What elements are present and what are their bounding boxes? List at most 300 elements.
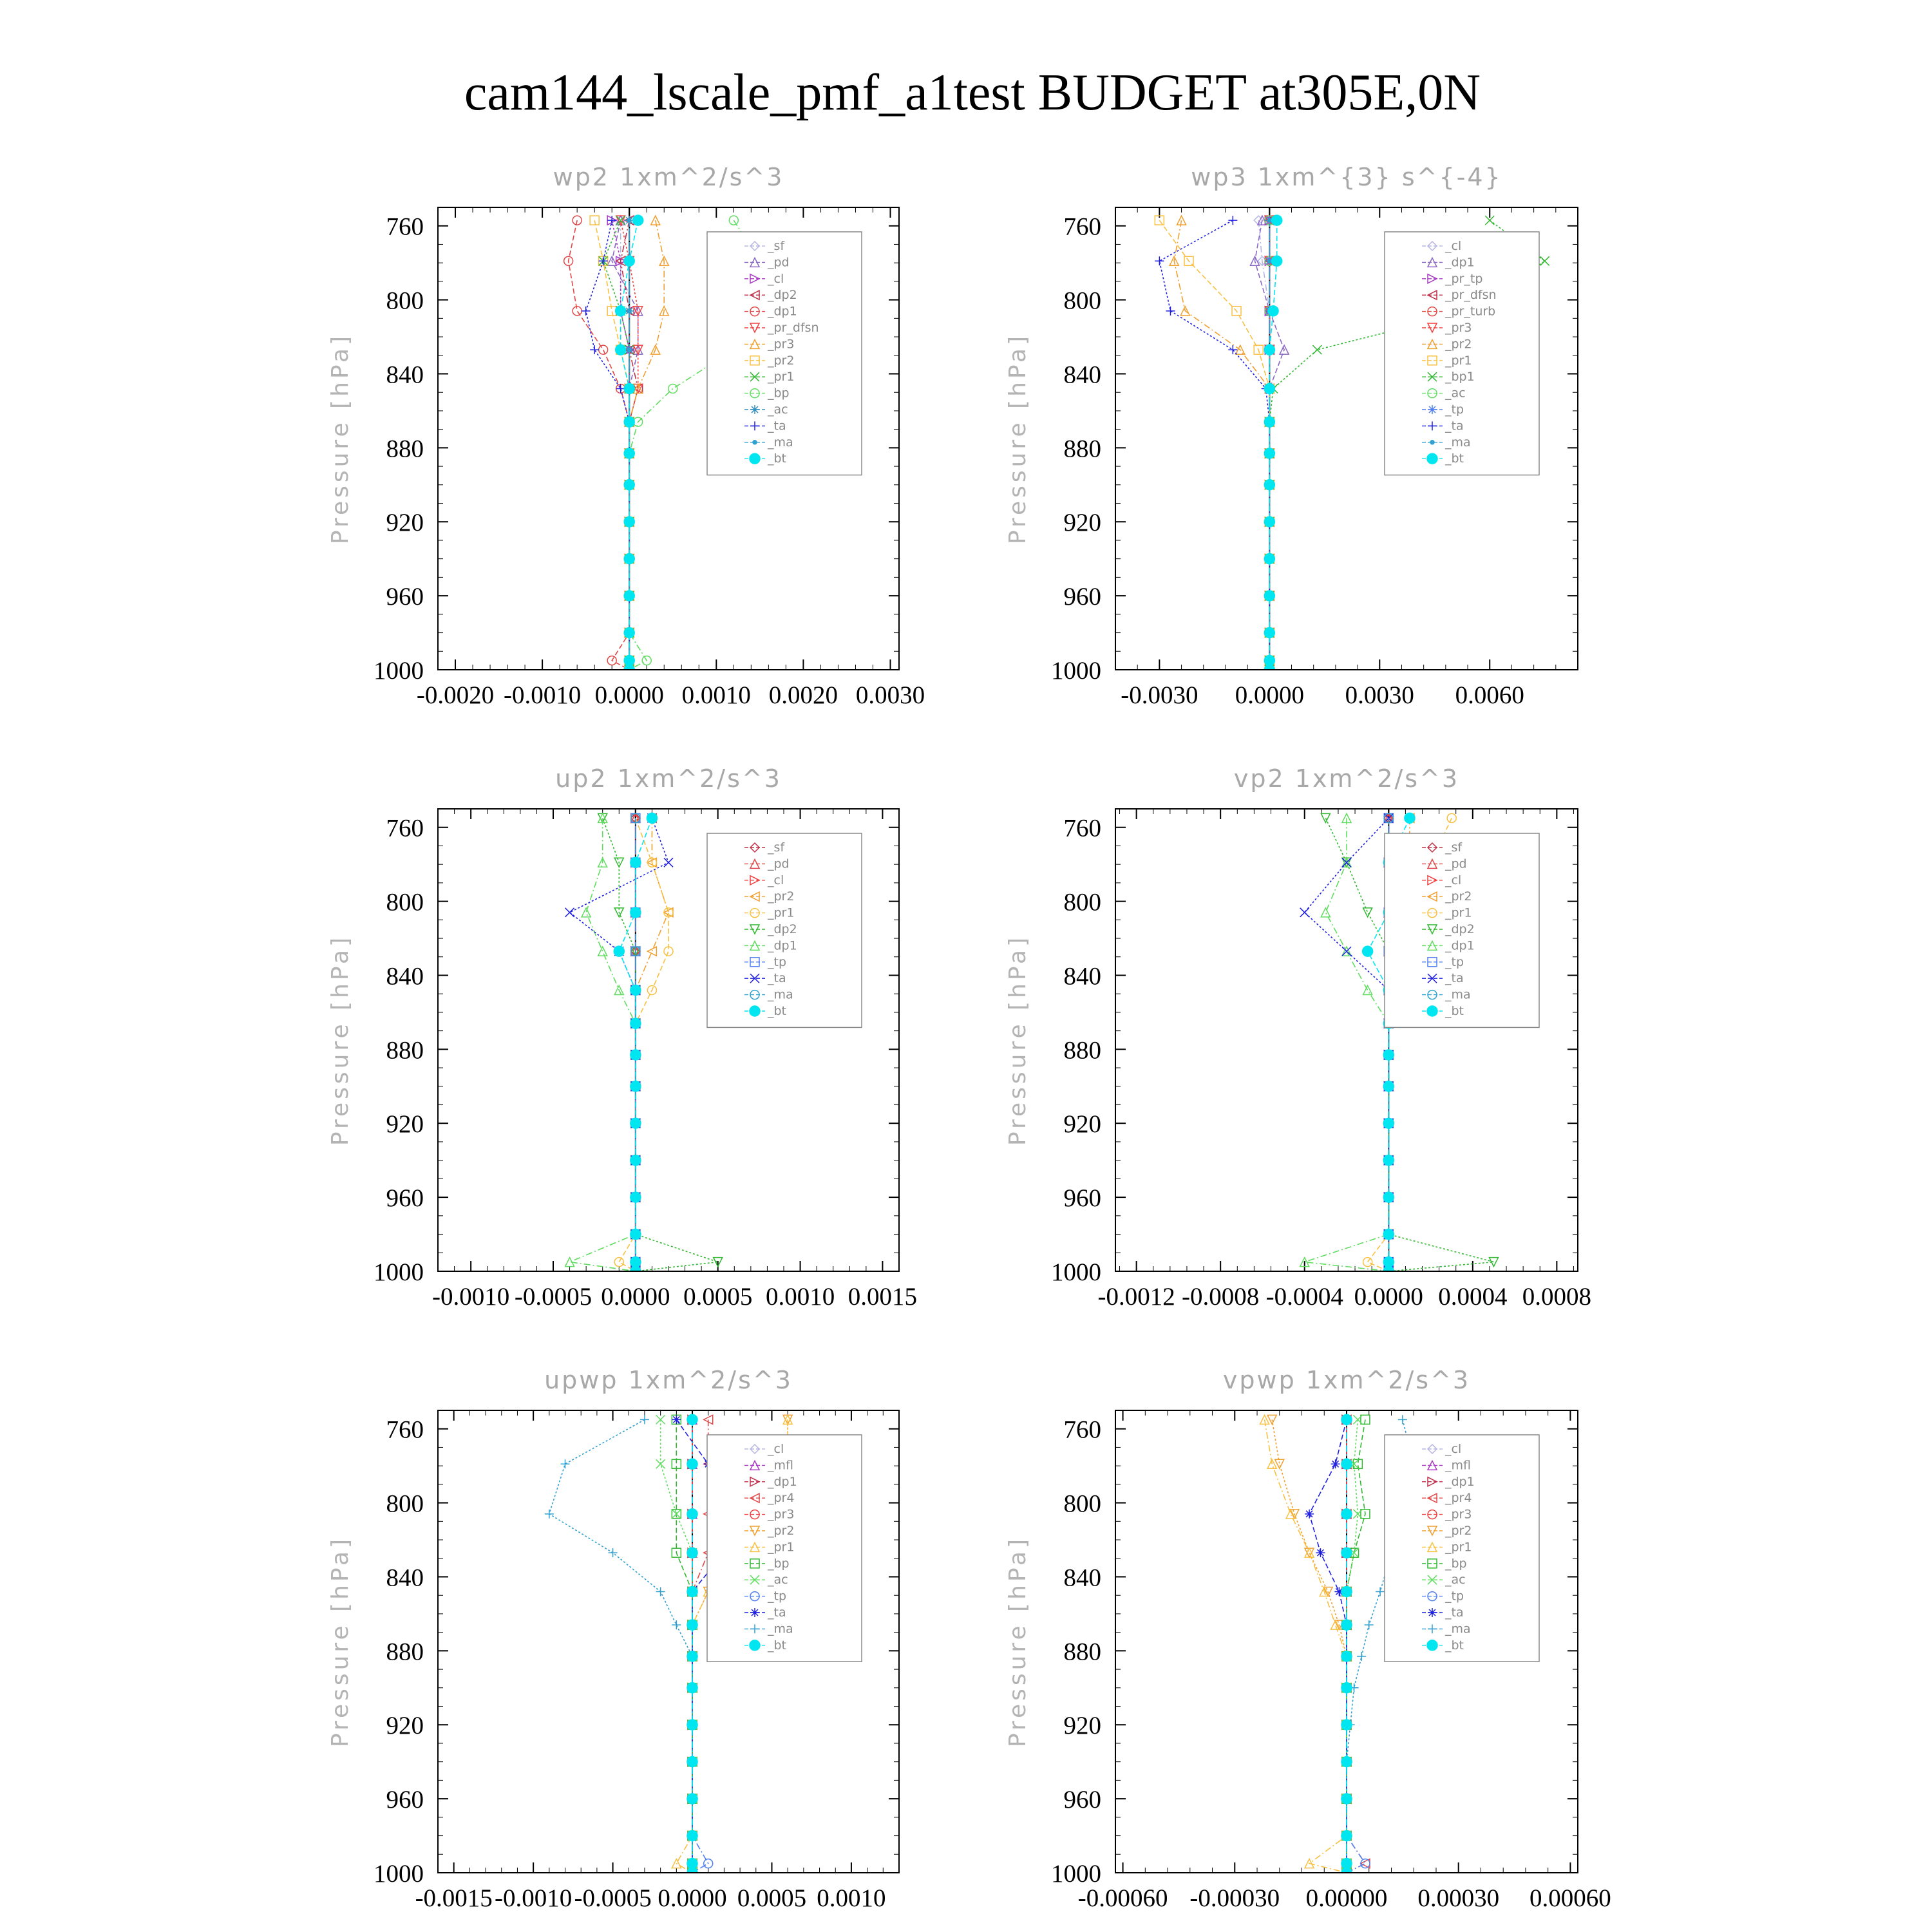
- data-point: [1383, 1081, 1394, 1092]
- y-axis-title: Pressure [hPa]: [327, 934, 354, 1146]
- y-tick-label: 800: [1063, 1490, 1101, 1518]
- x-tick-label: 0.0030: [1345, 681, 1414, 709]
- legend-label: _bt: [768, 451, 787, 466]
- data-point: [1383, 1118, 1394, 1128]
- data-point: [672, 1415, 681, 1424]
- x-tick-label: -0.0010: [503, 681, 582, 709]
- data-point: [624, 628, 634, 638]
- data-point: [616, 345, 626, 355]
- legend-label: _dp1: [768, 304, 797, 319]
- x-tick-label: -0.0005: [574, 1884, 652, 1912]
- data-point: [624, 480, 634, 490]
- data-point: [687, 1831, 697, 1841]
- legend-label: _bt: [1445, 1004, 1464, 1018]
- data-point: [687, 1719, 697, 1730]
- data-point: [1341, 1683, 1352, 1693]
- legend-label: _ta: [768, 1605, 786, 1620]
- data-point: [1305, 1510, 1314, 1519]
- x-tick-label: 0.0010: [817, 1884, 886, 1912]
- data-point: [687, 1757, 697, 1767]
- legend-label: _bp1: [1445, 370, 1475, 384]
- data-point: [1365, 1620, 1374, 1629]
- x-tick-label: -0.0020: [416, 681, 495, 709]
- data-point: [1341, 1757, 1352, 1767]
- data-point: [1331, 1459, 1340, 1468]
- x-tick-label: -0.0012: [1097, 1283, 1175, 1311]
- data-point: [1341, 1620, 1352, 1630]
- legend-label: _pr1: [1445, 905, 1472, 920]
- panel-4: [1005, 764, 1591, 1311]
- legend-label: _dp2: [768, 288, 797, 303]
- legend-label: _cl: [1445, 239, 1462, 253]
- data-point: [630, 1155, 641, 1166]
- legend-label: _pr1: [768, 1540, 795, 1555]
- legend-label: _pr2: [768, 1524, 795, 1538]
- data-point: [1166, 307, 1175, 316]
- legend-marker: [1428, 1608, 1437, 1617]
- legend-label: _ta: [768, 971, 786, 986]
- legend-marker: [750, 1608, 759, 1617]
- data-point: [1341, 1859, 1352, 1869]
- y-tick-label: 840: [386, 361, 424, 389]
- x-tick-label: -0.0010: [432, 1283, 510, 1311]
- legend-label: _cl: [768, 1442, 784, 1456]
- data-point: [1405, 813, 1415, 823]
- data-point: [1361, 1859, 1370, 1868]
- data-point: [1300, 908, 1309, 917]
- data-point: [624, 554, 634, 564]
- data-point: [1228, 216, 1237, 225]
- data-point: [1264, 554, 1274, 564]
- y-tick-label: 800: [386, 1490, 424, 1518]
- data-point: [1264, 448, 1274, 459]
- x-tick-label: -0.0015: [415, 1884, 493, 1912]
- legend-marker: [753, 440, 757, 444]
- y-tick-label: 920: [386, 1712, 424, 1740]
- y-tick-label: 920: [386, 509, 424, 537]
- data-point: [627, 309, 631, 313]
- legend-label: _dp2: [768, 922, 797, 936]
- x-tick-label: 0.0030: [855, 681, 925, 709]
- data-point: [687, 1683, 697, 1693]
- legend-label: _ma: [1445, 435, 1471, 450]
- data-point: [598, 947, 607, 956]
- data-point: [687, 1459, 697, 1469]
- legend-marker: [750, 405, 759, 414]
- data-point: [647, 947, 656, 956]
- legend-label: _tp: [1445, 954, 1464, 969]
- y-tick-label: 760: [1063, 1416, 1101, 1444]
- data-point: [1272, 215, 1282, 225]
- y-tick-label: 800: [1063, 287, 1101, 315]
- data-point: [1264, 628, 1274, 638]
- legend-label: _pd: [1445, 857, 1467, 871]
- series-line-bp: [676, 1419, 692, 1873]
- legend: [1385, 1435, 1539, 1662]
- x-tick-label: -0.0005: [514, 1283, 592, 1311]
- data-point: [1272, 256, 1282, 266]
- series-line-pr3: [629, 220, 664, 670]
- data-point: [1341, 1794, 1352, 1804]
- legend-marker: [750, 453, 760, 464]
- y-tick-label: 800: [386, 888, 424, 916]
- x-tick-label: -0.00030: [1189, 1884, 1280, 1912]
- x-tick-label: 0.0000: [1354, 1283, 1423, 1311]
- data-point: [687, 1620, 697, 1630]
- data-point: [672, 1620, 681, 1629]
- data-point: [1321, 908, 1330, 917]
- data-point: [630, 1050, 641, 1060]
- x-tick-label: 0.0000: [658, 1884, 727, 1912]
- data-point: [1383, 1257, 1394, 1267]
- legend-label: _ma: [768, 1622, 793, 1636]
- legend-label: _tp: [1445, 1589, 1464, 1604]
- legend-label: _ma: [768, 987, 793, 1002]
- legend-label: _sf: [768, 239, 785, 253]
- y-tick-label: 800: [386, 287, 424, 315]
- data-point: [1383, 1155, 1394, 1166]
- data-point: [1383, 1192, 1394, 1202]
- series-line-ta: [1309, 1419, 1347, 1873]
- y-tick-label: 960: [386, 1184, 424, 1213]
- data-point: [1264, 591, 1274, 601]
- legend-label: _tp: [768, 954, 787, 969]
- data-point: [627, 218, 631, 222]
- data-point: [687, 1586, 697, 1596]
- data-point: [664, 858, 673, 867]
- x-tick-label: 0.0005: [737, 1884, 807, 1912]
- panel-title: upwp 1xm^2/s^3: [544, 1366, 793, 1394]
- y-tick-label: 880: [1063, 1638, 1101, 1666]
- data-point: [1305, 1548, 1314, 1557]
- data-point: [1376, 1587, 1385, 1596]
- data-point: [630, 1018, 641, 1028]
- legend-label: _dp1: [1445, 255, 1475, 270]
- x-tick-label: 0.0000: [1235, 681, 1304, 709]
- y-axis-title: Pressure [hPa]: [1005, 934, 1031, 1146]
- legend-label: _dp1: [768, 1474, 797, 1489]
- legend-label: _tp: [1445, 402, 1464, 417]
- data-point: [630, 857, 641, 867]
- legend-label: _pr1: [768, 905, 795, 920]
- data-point: [1341, 1586, 1352, 1596]
- data-point: [1363, 1258, 1372, 1267]
- y-tick-label: 840: [1063, 361, 1101, 389]
- data-point: [633, 215, 643, 225]
- legend-label: _dp1: [1445, 1474, 1475, 1489]
- y-tick-label: 760: [1063, 814, 1101, 842]
- x-tick-label: 0.0010: [765, 1283, 835, 1311]
- data-point: [1447, 813, 1456, 822]
- series-line-pr1: [1265, 1419, 1347, 1873]
- y-tick-label: 800: [1063, 888, 1101, 916]
- legend-label: _pr2: [1445, 337, 1472, 352]
- legend: [1385, 833, 1539, 1027]
- legend-marker: [1430, 440, 1434, 444]
- data-point: [1341, 1414, 1352, 1425]
- y-tick-label: 760: [386, 814, 424, 842]
- legend-label: _ma: [1445, 987, 1471, 1002]
- legend-marker: [1427, 1006, 1437, 1016]
- plot-area: [565, 809, 723, 1276]
- series-line-pr1: [619, 818, 668, 1271]
- legend-label: _pr3: [768, 337, 795, 352]
- legend-label: _pr1: [768, 370, 795, 384]
- series-line-ta: [586, 220, 630, 670]
- y-tick-label: 920: [1063, 1110, 1101, 1139]
- series-line-dp1: [1305, 818, 1389, 1271]
- legend-label: _pr4: [768, 1491, 795, 1506]
- x-tick-label: 0.0060: [1455, 681, 1524, 709]
- data-point: [1363, 985, 1372, 994]
- x-tick-label: -0.0004: [1265, 1283, 1343, 1311]
- y-tick-label: 760: [386, 1416, 424, 1444]
- data-point: [1312, 345, 1321, 354]
- panel-title: vp2 1xm^2/s^3: [1233, 764, 1460, 793]
- data-point: [1316, 1548, 1325, 1557]
- series-line-tp: [692, 1419, 708, 1873]
- series-line-ta: [1305, 818, 1389, 1271]
- series-line-pr2: [1272, 1419, 1347, 1873]
- series-line-bp: [1347, 1419, 1365, 1873]
- legend-label: _ac: [1445, 1573, 1466, 1587]
- legend-label: _dp1: [1445, 938, 1475, 953]
- data-point: [630, 1118, 641, 1128]
- legend-label: _sf: [768, 840, 785, 855]
- data-point: [1341, 1719, 1352, 1730]
- y-tick-label: 880: [386, 1638, 424, 1666]
- data-point: [624, 656, 634, 666]
- legend-label: _tp: [768, 1589, 787, 1604]
- legend-label: _mfl: [768, 1458, 793, 1473]
- data-point: [687, 1859, 697, 1869]
- legend-label: _bp: [1445, 1556, 1467, 1571]
- data-point: [687, 1509, 697, 1519]
- legend-marker: [1427, 1640, 1437, 1651]
- y-axis-title: Pressure [hPa]: [1005, 1535, 1031, 1748]
- legend-label: _cl: [768, 271, 784, 286]
- data-point: [1540, 256, 1549, 265]
- data-point: [1398, 1415, 1407, 1424]
- data-point: [582, 307, 591, 316]
- x-tick-label: 0.0010: [681, 681, 751, 709]
- legend-label: _pr2: [1445, 889, 1472, 904]
- y-tick-label: 760: [1063, 213, 1101, 241]
- y-tick-label: 920: [386, 1110, 424, 1139]
- legend-label: _pr1: [1445, 1540, 1472, 1555]
- data-point: [624, 417, 634, 427]
- legend-label: _ta: [1445, 1605, 1464, 1620]
- data-point: [627, 348, 631, 352]
- data-point: [1264, 417, 1274, 427]
- data-point: [687, 1548, 697, 1558]
- series-line-pr1: [1159, 220, 1269, 670]
- y-tick-label: 1000: [374, 1258, 424, 1286]
- y-tick-label: 840: [386, 962, 424, 990]
- y-tick-label: 1000: [1051, 1860, 1101, 1888]
- data-point: [1383, 1050, 1394, 1060]
- data-point: [1342, 947, 1351, 956]
- data-point: [1264, 345, 1274, 355]
- data-point: [647, 813, 657, 823]
- y-tick-label: 960: [386, 1786, 424, 1814]
- x-tick-label: 0.0000: [594, 681, 664, 709]
- series-line-ac: [1347, 1419, 1358, 1873]
- legend-label: _sf: [1445, 840, 1463, 855]
- y-axis-title: Pressure [hPa]: [1005, 332, 1031, 545]
- legend-label: _ac: [768, 1573, 788, 1587]
- data-point: [1341, 1509, 1352, 1519]
- legend-label: _bp: [768, 1556, 790, 1571]
- legend-label: _bt: [768, 1004, 787, 1018]
- data-point: [545, 1510, 554, 1519]
- data-point: [1357, 1652, 1366, 1661]
- series-line-dp1: [570, 818, 636, 1271]
- data-point: [1264, 480, 1274, 490]
- x-tick-label: 0.0008: [1522, 1283, 1591, 1311]
- data-point: [1264, 383, 1274, 393]
- legend-label: _pr_turb: [1445, 304, 1496, 319]
- series-line-pr2: [1174, 220, 1269, 670]
- x-tick-label: -0.0010: [495, 1884, 573, 1912]
- legend-label: _bt: [1445, 1638, 1464, 1653]
- data-point: [624, 516, 634, 527]
- data-point: [582, 908, 591, 917]
- data-point: [1155, 256, 1164, 265]
- data-point: [687, 1651, 697, 1662]
- y-tick-label: 960: [1063, 1786, 1101, 1814]
- data-point: [1267, 259, 1271, 263]
- legend-label: _ac: [1445, 386, 1466, 401]
- data-point: [1264, 656, 1274, 666]
- legend-label: _pd: [768, 255, 790, 270]
- series-line-pr2: [636, 818, 668, 1271]
- panel-2: [1005, 163, 1578, 709]
- legend-label: _pr3: [768, 1507, 795, 1522]
- legend-label: _ac: [768, 402, 788, 417]
- legend: [707, 232, 862, 475]
- y-axis-title: Pressure [hPa]: [327, 1535, 354, 1748]
- x-tick-label: 0.0000: [601, 1283, 670, 1311]
- data-point: [624, 591, 634, 601]
- series-line-pr4: [692, 1419, 708, 1873]
- data-point: [609, 1548, 618, 1557]
- legend-label: _pr_dfsn: [1445, 288, 1497, 303]
- data-point: [1321, 813, 1330, 822]
- data-point: [630, 1229, 641, 1240]
- data-point: [561, 1459, 570, 1468]
- legend-label: _pr_tp: [1445, 271, 1483, 286]
- x-tick-label: 0.0015: [848, 1283, 918, 1311]
- y-tick-label: 880: [386, 1036, 424, 1065]
- data-point: [624, 383, 634, 393]
- legend-label: _pr2: [768, 889, 795, 904]
- y-tick-label: 760: [386, 213, 424, 241]
- legend-marker: [750, 1006, 760, 1016]
- data-point: [1341, 1831, 1352, 1841]
- y-tick-label: 960: [1063, 1184, 1101, 1213]
- data-point: [1264, 516, 1274, 527]
- legend-marker: [750, 1640, 760, 1651]
- legend-label: _bt: [768, 1638, 787, 1653]
- data-point: [630, 1257, 641, 1267]
- data-point: [687, 1414, 697, 1425]
- panel-6: [1005, 1366, 1611, 1912]
- data-point: [590, 345, 599, 354]
- legend: [1385, 232, 1539, 475]
- legend-label: _cl: [1445, 1442, 1462, 1456]
- data-point: [1305, 1548, 1314, 1557]
- data-point: [1267, 218, 1271, 222]
- panel-3: [327, 764, 917, 1311]
- legend-label: _bt: [1445, 451, 1464, 466]
- x-tick-label: 0.0020: [768, 681, 838, 709]
- data-point: [656, 1459, 665, 1468]
- series-line-ma: [549, 1419, 692, 1873]
- data-point: [624, 448, 634, 459]
- legend-label: _dp2: [1445, 922, 1475, 936]
- data-point: [668, 384, 677, 393]
- data-point: [630, 1192, 641, 1202]
- legend-label: _ta: [1445, 419, 1464, 433]
- y-tick-label: 840: [1063, 1564, 1101, 1592]
- x-tick-label: -0.0030: [1121, 681, 1198, 709]
- legend-label: _ma: [768, 435, 793, 450]
- legend: [707, 1435, 862, 1662]
- series-line-pr2: [594, 220, 629, 670]
- data-point: [640, 1415, 649, 1424]
- y-tick-label: 920: [1063, 509, 1101, 537]
- legend-label: _pr3: [1445, 321, 1472, 335]
- x-tick-label: -0.00060: [1077, 1884, 1168, 1912]
- x-tick-label: 0.0004: [1438, 1283, 1508, 1311]
- y-tick-label: 1000: [1051, 657, 1101, 685]
- panel-title: wp3 1xm^{3} s^{-4}: [1191, 163, 1502, 191]
- x-tick-label: 0.0005: [683, 1283, 753, 1311]
- legend-label: _pr_dfsn: [768, 321, 819, 335]
- panel-title: up2 1xm^2/s^3: [555, 764, 782, 793]
- data-point: [1341, 1651, 1352, 1662]
- panel-title: wp2 1xm^2/s^3: [553, 163, 784, 191]
- legend-label: _dp1: [768, 938, 797, 953]
- y-tick-label: 960: [386, 583, 424, 611]
- y-tick-label: 960: [1063, 583, 1101, 611]
- y-tick-label: 1000: [374, 657, 424, 685]
- series-line-cl: [1258, 220, 1269, 670]
- legend-marker: [1427, 453, 1437, 464]
- y-tick-label: 840: [386, 1564, 424, 1592]
- legend-label: _cl: [1445, 873, 1462, 887]
- panel-title: vpwp 1xm^2/s^3: [1222, 1366, 1471, 1394]
- legend-label: _bp: [768, 386, 790, 401]
- legend-label: _mfl: [1445, 1458, 1471, 1473]
- data-point: [590, 216, 599, 225]
- legend-label: _pr3: [1445, 1507, 1472, 1522]
- legend-label: _pr2: [1445, 1524, 1472, 1538]
- data-point: [1383, 1229, 1394, 1240]
- data-point: [614, 946, 624, 956]
- x-tick-label: 0.00060: [1530, 1884, 1611, 1912]
- legend: [707, 833, 862, 1027]
- data-point: [614, 1258, 623, 1267]
- data-point: [656, 1415, 665, 1424]
- series-line-bt: [619, 818, 652, 1271]
- data-point: [1363, 908, 1372, 917]
- legend-label: _pr4: [1445, 1491, 1472, 1506]
- data-point: [616, 306, 626, 316]
- legend-label: _pr2: [768, 353, 795, 368]
- y-tick-label: 1000: [1051, 1258, 1101, 1286]
